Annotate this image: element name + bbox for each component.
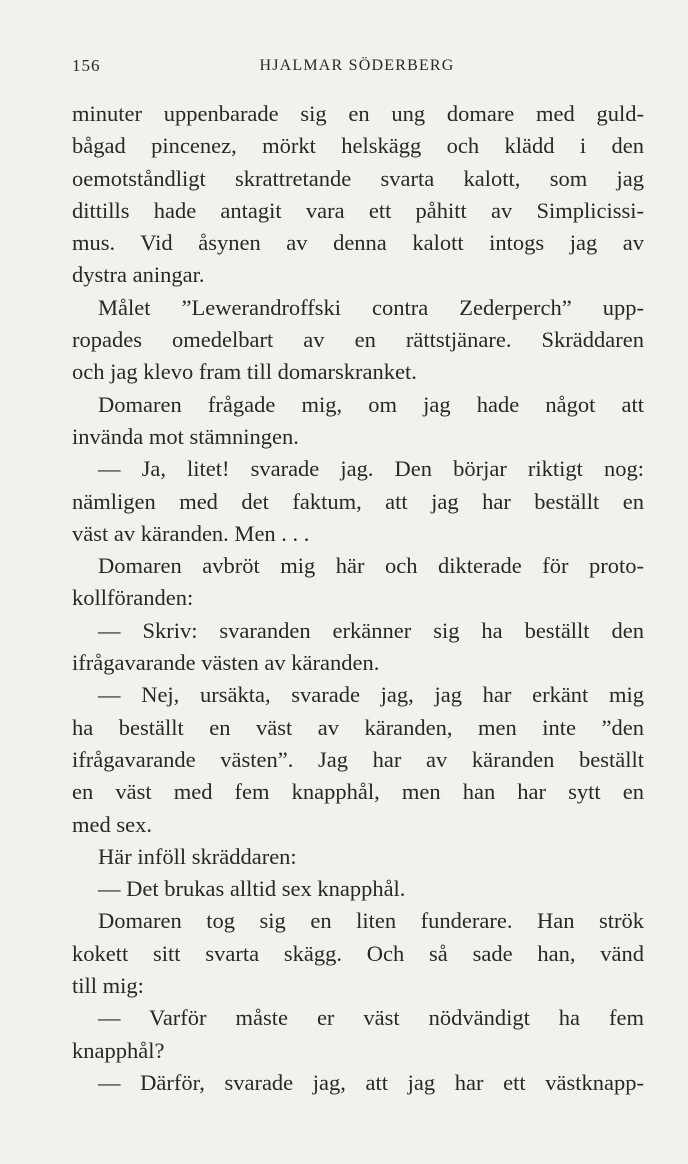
text-line: Domaren avbröt mig här och dikterade för proto- [98,553,644,579]
text-line: en väst med fem knapphål, men han har sytt en [72,779,644,805]
body-text [72,98,644,1099]
text-line: — Varför måste er väst nödvändigt ha fem [98,1005,644,1031]
text-line: ha beställt en väst av käranden, men inte ”den [72,714,644,740]
text-line: kollföranden: [72,585,194,611]
text-line: — Ja, litet! svarade jag. Den börjar riktigt nog: [98,456,644,482]
text-line: oemotståndligt skrattretande svarta kalott, som jag [72,165,644,191]
running-title: HJALMAR SÖDERBERG [259,57,455,74]
text-line: — Nej, ursäkta, svarade jag, jag har erkänt mig [98,682,644,708]
text-line: — Det brukas alltid sex knapphål. [98,876,406,902]
text-line: Domaren tog sig en liten funderare. Han strök [98,908,644,934]
text-line: ifrågavarande västen av käranden. [72,650,380,676]
text-line: kokett sitt svarta skägg. Och så sade han, vänd [72,940,644,966]
page-number: 156 [72,56,101,75]
page-header [72,56,642,82]
text-line: invända mot stämningen. [72,423,299,449]
text-line: Målet ”Lewerandroffski contra Zederperch” upp- [98,294,644,320]
text-line: minuter uppenbarade sig en ung domare med guld- [72,101,644,126]
text-line: till mig: [72,973,144,999]
text-line: väst av käranden. Men . . . [72,520,310,546]
text-line: knapphål? [72,1037,165,1063]
text-line: mus. Vid åsynen av denna kalott intogs jag av [72,230,644,256]
text-line: dittills hade antagit vara ett påhitt av Simplicissi- [72,197,644,223]
text-line: nämligen med det faktum, att jag har beställt en [72,488,644,514]
text-line: ropades omedelbart av en rättstjänare. Skräddaren [72,327,644,353]
text-line: — Därför, svarade jag, att jag har ett västknapp- [98,1069,644,1095]
text-line: Domaren frågade mig, om jag hade något att [98,391,644,417]
text-line: med sex. [72,811,152,837]
text-line: bågad pincenez, mörkt helskägg och klädd i den [72,133,644,159]
text-line: Här inföll skräddaren: [98,843,297,869]
text-line: — Skriv: svaranden erkänner sig ha beställt den [98,617,644,643]
text-line: dystra aningar. [72,262,205,288]
text-line: och jag klevo fram till domarskranket. [72,359,417,385]
text-line: ifrågavarande västen”. Jag har av käranden beställt [72,746,644,772]
